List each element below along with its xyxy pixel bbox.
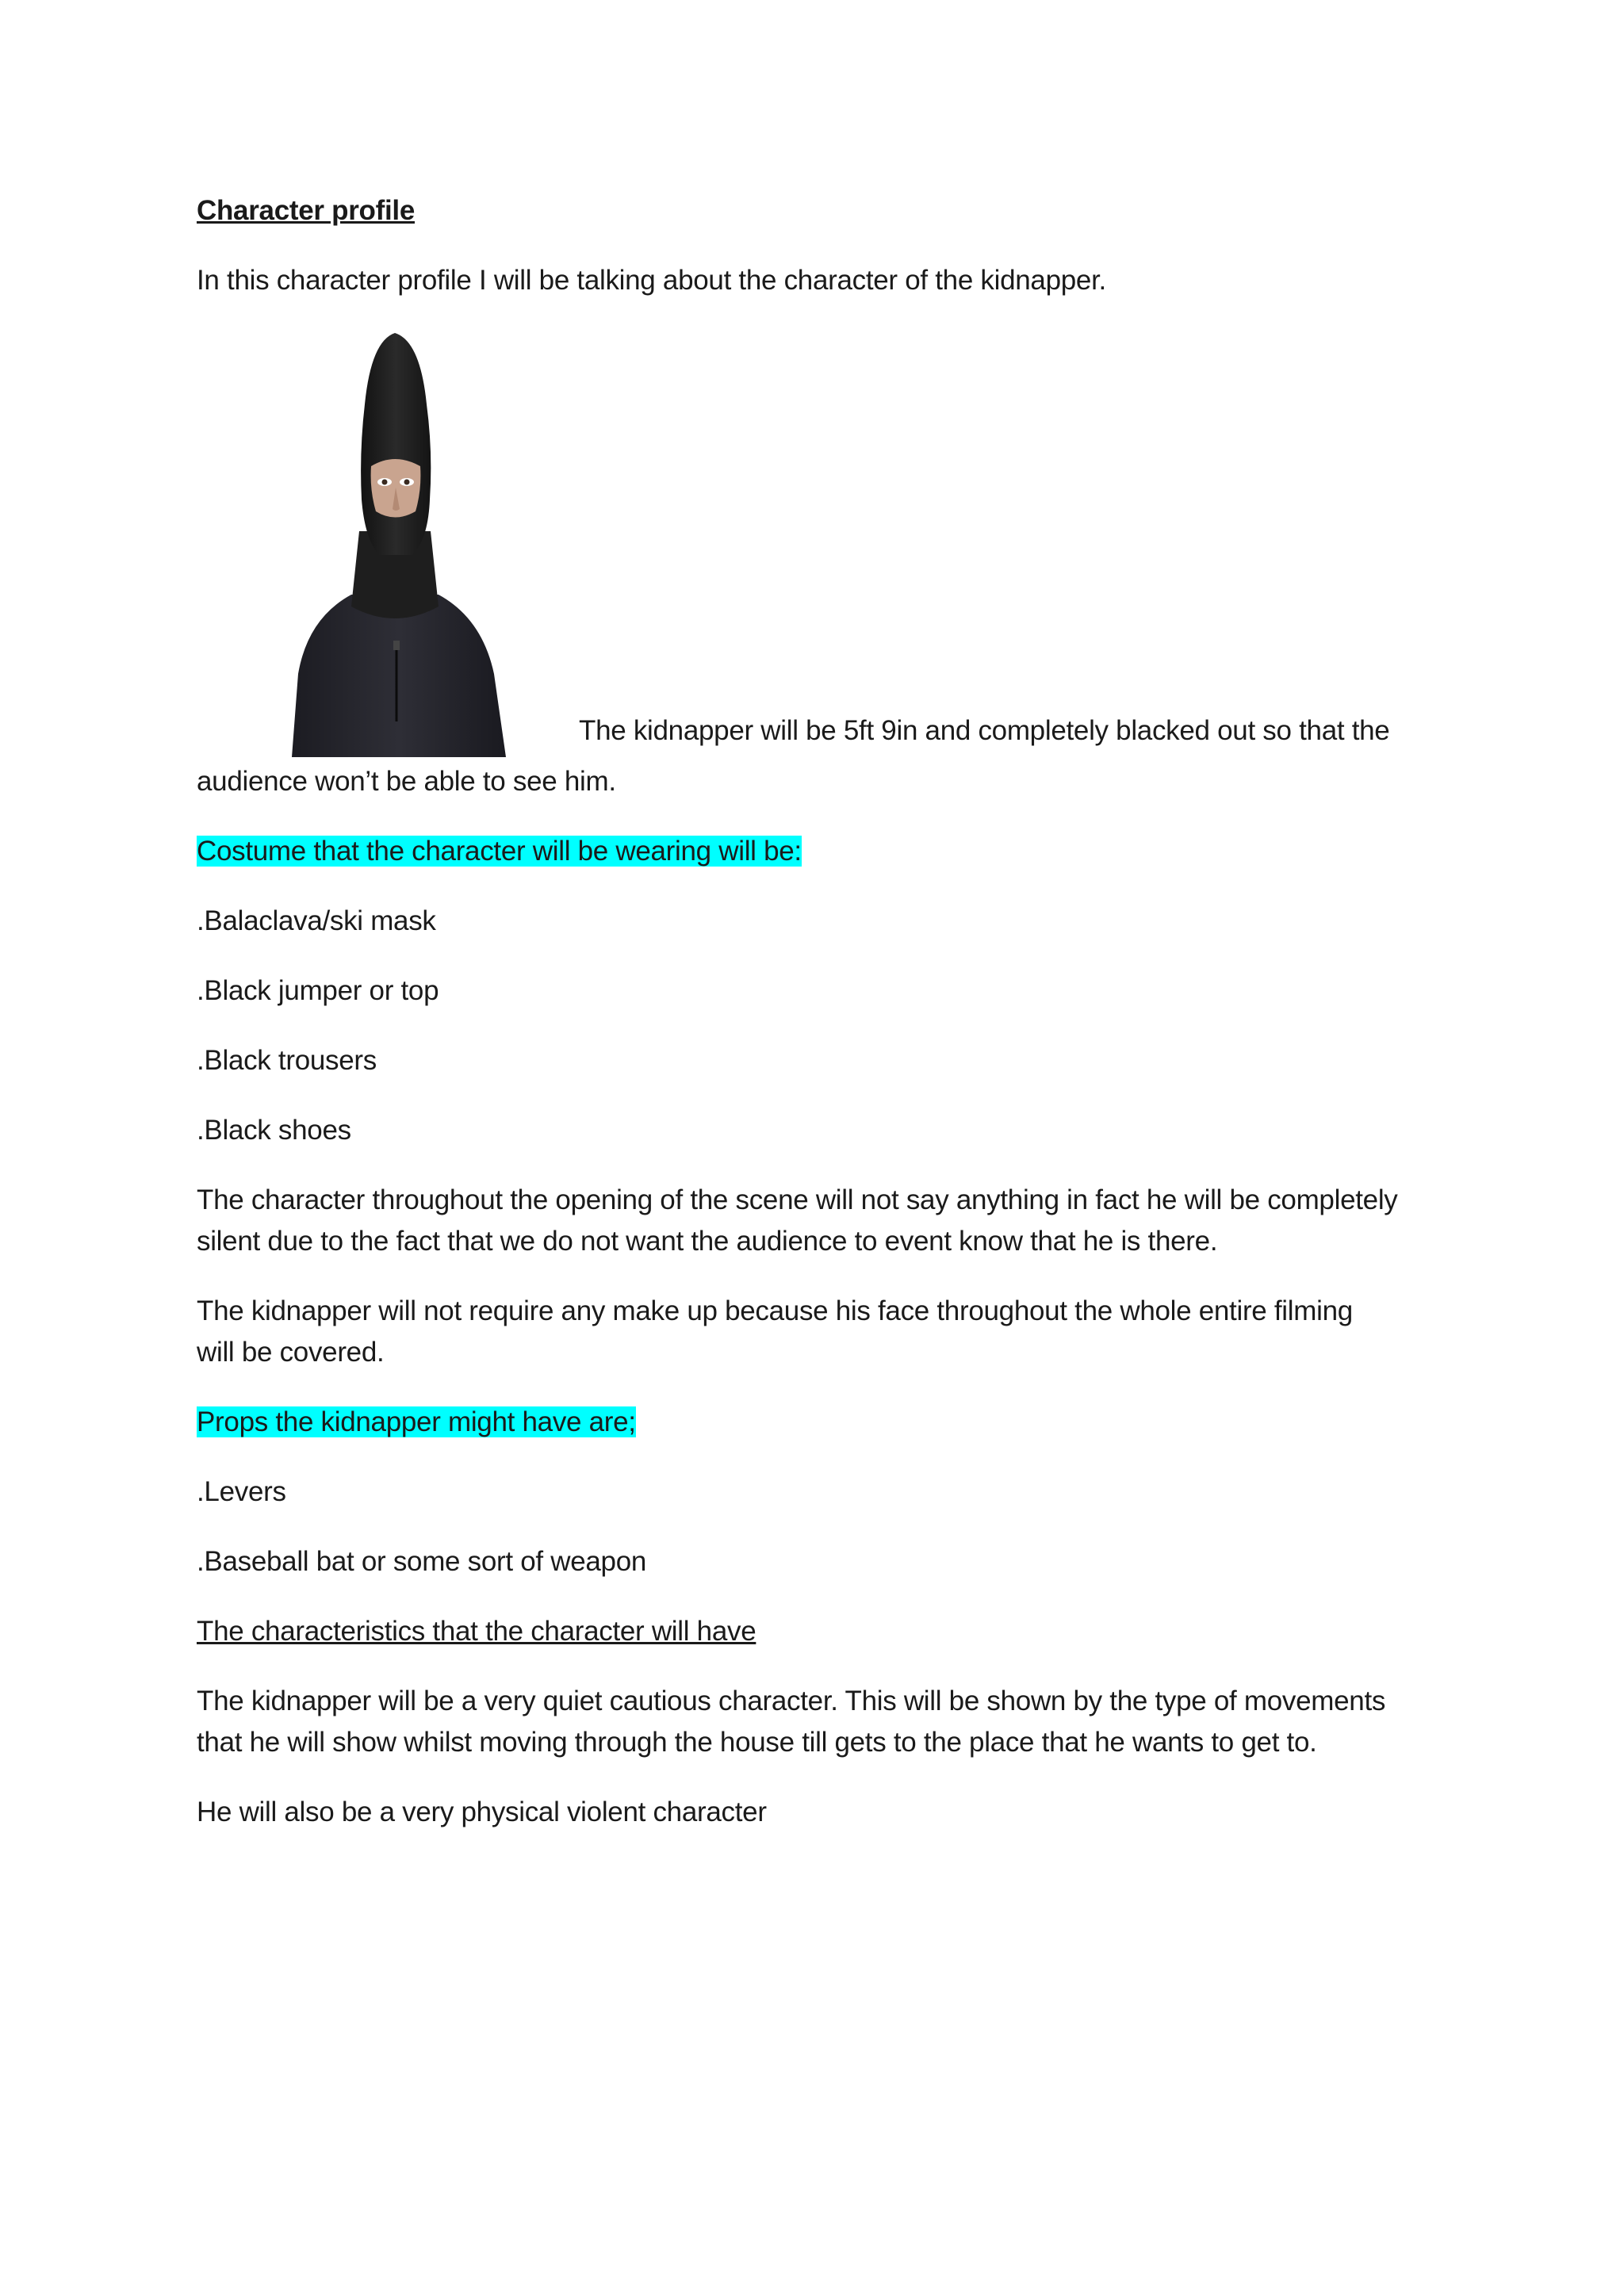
silence-paragraph-line-1: The character throughout the opening of the scene will not say anything in fact he will be completely: [197, 1184, 1398, 1215]
costume-heading: [197, 831, 1434, 872]
makeup-paragraph-line-2: will be covered.: [197, 1337, 385, 1368]
balaclava-figure-icon: [276, 333, 514, 757]
caption-line-1: The kidnapper will be 5ft 9in and completely blacked out so that the: [579, 715, 1390, 746]
props-heading-text: Props the kidnapper might have are;: [197, 1406, 636, 1437]
costume-heading-text: Costume that the character will be wearing will be:: [197, 836, 802, 867]
closing-paragraph: He will also be a very physical violent character: [197, 1797, 767, 1827]
costume-item: .Balaclava/ski mask: [197, 905, 436, 936]
silence-paragraph: [197, 1180, 1434, 1262]
intro-paragraph: In this character profile I will be talking about the character of the kidnapper.: [197, 265, 1106, 296]
props-item: .Baseball bat or some sort of weapon: [197, 1546, 647, 1577]
page-title: Character profile: [197, 195, 415, 226]
figure-row: [197, 333, 1434, 761]
props-heading: [197, 1402, 1434, 1443]
makeup-paragraph: [197, 1291, 1434, 1373]
makeup-paragraph-line-1: The kidnapper will not require any make up because his face throughout the whole entire filming: [197, 1295, 1353, 1326]
silence-paragraph-line-2: silent due to the fact that we do not want the audience to event know that he is there.: [197, 1226, 1218, 1257]
characteristics-paragraph: [197, 1681, 1434, 1763]
caption-line-2: audience won’t be able to see him.: [197, 766, 616, 797]
costume-item: .Black jumper or top: [197, 975, 439, 1006]
props-item: .Levers: [197, 1476, 286, 1507]
characteristics-paragraph-line-1: The kidnapper will be a very quiet cautious character. This will be shown by the type of movements: [197, 1686, 1386, 1716]
document-page: [197, 190, 1434, 1862]
costume-item: .Black shoes: [197, 1115, 351, 1146]
characteristics-paragraph-line-2: that he will show whilst moving through the house till gets to the place that he wants to get to.: [197, 1727, 1317, 1758]
characteristics-heading: The characteristics that the character will have: [197, 1616, 756, 1647]
costume-item: .Black trousers: [197, 1045, 377, 1076]
